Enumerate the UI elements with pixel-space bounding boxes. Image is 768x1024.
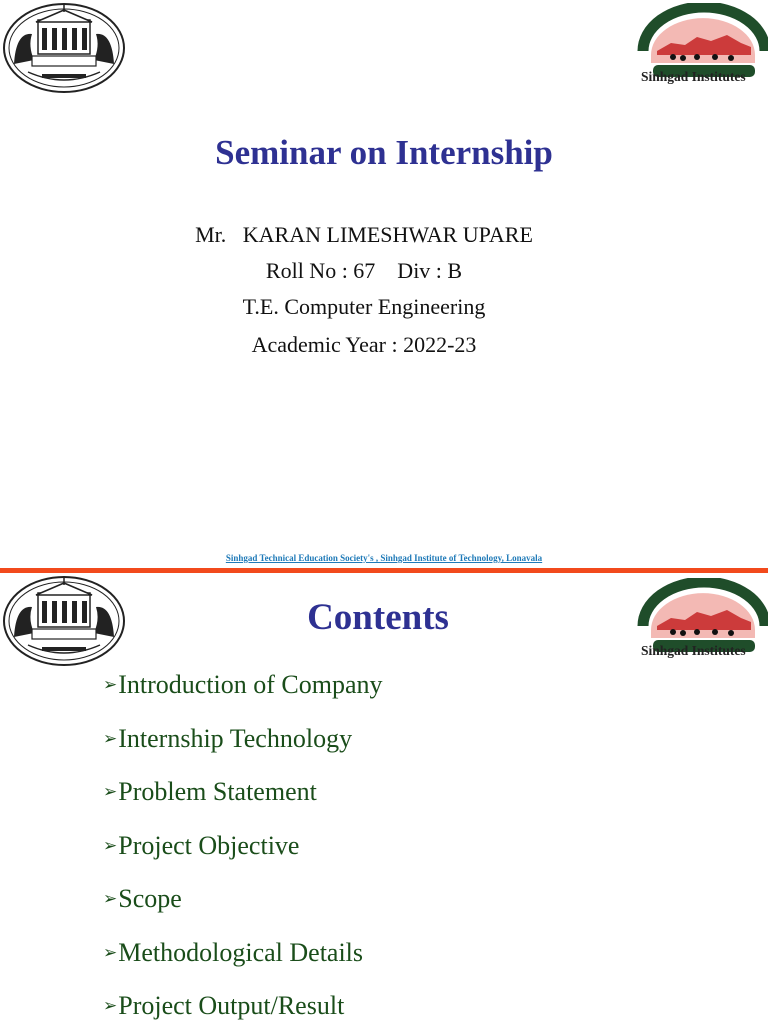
- contents-item: ➢Scope: [103, 884, 182, 913]
- university-emblem-logo: [2, 2, 126, 94]
- sinhgad-institutes-label: Sinhgad Institutes: [641, 643, 746, 658]
- class-branch: T.E. Computer Engineering: [242, 294, 486, 319]
- contents-title: Contents: [307, 597, 449, 638]
- slide-divider: [0, 566, 768, 575]
- contents-item: ➢Project Output/Result: [103, 991, 345, 1020]
- contents-item: ➢Methodological Details: [103, 938, 364, 967]
- arrow-bullet-icon: ➢: [103, 729, 118, 749]
- arrow-bullet-icon: ➢: [103, 782, 118, 802]
- arrow-bullet-icon: ➢: [103, 943, 118, 963]
- contents-item: ➢Introduction of Company: [103, 670, 383, 699]
- contents-slide: [0, 575, 768, 1024]
- sinhgad-institutes-label: Sinhgad Institutes: [641, 69, 746, 84]
- slide-title: Seminar on Internship: [215, 133, 553, 172]
- sinhgad-institutes-logo: [637, 3, 768, 101]
- contents-item: ➢Problem Statement: [103, 777, 317, 806]
- contents-item: ➢Internship Technology: [103, 724, 353, 753]
- arrow-bullet-icon: ➢: [103, 996, 118, 1016]
- arrow-bullet-icon: ➢: [103, 889, 118, 909]
- arrow-bullet-icon: ➢: [103, 675, 118, 695]
- arrow-bullet-icon: ➢: [103, 836, 118, 856]
- academic-year: Academic Year : 2022-23: [251, 332, 477, 357]
- institute-footer-link[interactable]: Sinhgad Technical Education Society's , Sinhgad Institute of Technology, Lonavala: [225, 553, 543, 563]
- student-name: Mr. KARAN LIMESHWAR UPARE: [195, 222, 533, 247]
- roll-division: Roll No : 67 Div : B: [265, 258, 463, 283]
- contents-item: ➢Project Objective: [103, 831, 300, 860]
